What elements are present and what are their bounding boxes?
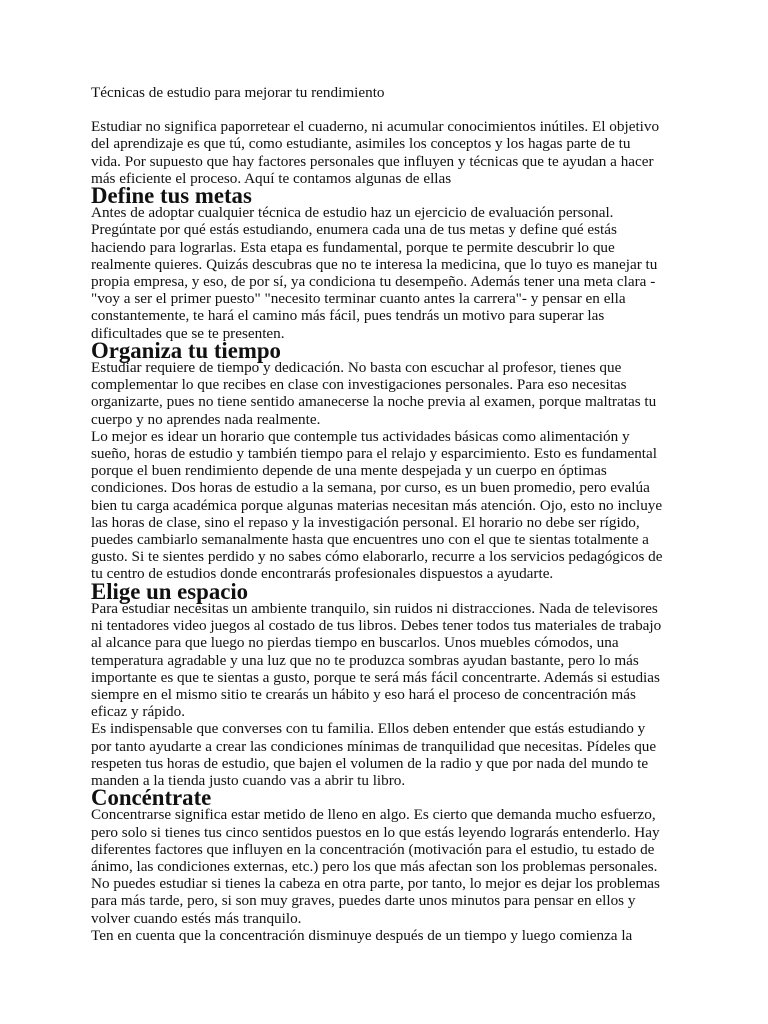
section-heading: Elige un espacio: [91, 578, 249, 604]
section-organize-time: [91, 337, 671, 583]
intro-paragraph: Estudiar no significa paporretear el cuaderno, ni acumular conocimientos inútiles. El objetivo del aprendizaje es que tú, como estudiante, asimiles los conceptos y los hagas parte de tu vida. Por supuesto que hay factores personales que influyen y técnicas que te ayudan a hacer más eficiente el proceso. Aquí te contamos algunas de ellas: [91, 118, 660, 187]
section-choose-space: [91, 578, 671, 789]
section-paragraph: Estudiar requiere de tiempo y dedicación. No basta con escuchar al profesor, tienes que complementar lo que recibes en clase con investigaciones personales. Para eso necesitas organizarte, pues no tiene sentido amanecerse la noche previa al examen, porque maltratas tu cuerpo y no aprendes nada realmente.: [91, 359, 657, 428]
section-heading: Define tus metas: [91, 183, 252, 209]
section-paragraph: Para estudiar necesitas un ambiente tranquilo, sin ruidos ni distracciones. Nada de televisores ni tentadores video juegos al costado de tus libros. Debes tener todos tus materiales de trabajo al alcance para que luego no pierdas tiempo en buscarlos. Unos muebles cómodos, una temperatura agradable y una luz que no te produzca sombras ayudan bastante, pero lo más importante es que te sientas a gusto, porque te será más fácil concentrarte. Además si estudias siempre en el mismo sitio te crearás un hábito y eso hará el proceso de concentración más eficaz y rápido.: [91, 599, 662, 721]
section-heading: Organiza tu tiempo: [91, 337, 281, 363]
section-define-goals: [91, 183, 671, 342]
section-paragraph: Concentrarse significa estar metido de lleno en algo. Es cierto que demanda mucho esfuerzo, pero solo si tienes tus cinco sentidos puestos en lo que estás leyendo lograrás entenderlo. Hay diferentes factores que influyen en la concentración (motivación para el estudio, tu estado de ánimo, las condiciones externas, etc.) pero los que más afectan son los problemas personales. No puedes estudiar si tienes la cabeza en otra parte, por tanto, lo mejor es dejar los problemas para más tarde, pero, si son muy graves, puedes darte unos minutos para pensar en ellos y volver cuando estés más tranquilo.: [91, 806, 660, 927]
section-paragraph: Ten en cuenta que la concentración disminuye después de un tiempo y luego comienza la: [91, 926, 633, 944]
section-paragraph: Lo mejor es idear un horario que contemple tus actividades básicas como alimentación y sueño, horas de estudio y también tiempo para el relajo y esparcimiento. Esto es fundamental porque el buen rendimiento depende de una mente despejada y un cuerpo en óptimas condiciones. Dos horas de estudio a la semana, por curso, es un buen promedio, pero evalúa bien tu carga académica porque algunas materias necesitan más atención. Ojo, esto no incluye las horas de clase, sino el repaso y la investigación personal. El horario no debe ser rígido, puedes cambiarlo semanalmente hasta que encuentres uno con el que te sientas totalmente a gusto. Si te sientes perdido y no sabes cómo elaborarlo, recurre a los servicios pedagógicos de tu centro de estudios donde encontrarás profesionales dispuestos a ayudarte.: [91, 427, 663, 583]
document-page: [91, 84, 671, 944]
section-paragraph: Es indispensable que converses con tu familia. Ellos deben entender que estás estudiando y por tanto ayudarte a crear las condiciones mínimas de tranquilidad que necesitas. Pídeles que respeten tus horas de estudio, que bajen el volumen de la radio y que por nada del mundo te manden a la tienda justo cuando vas a abrir tu libro.: [91, 720, 657, 789]
section-paragraph: Antes de adoptar cualquier técnica de estudio haz un ejercicio de evaluación personal. Pregúntate por qué estás estudiando, enumera cada una de tus metas y define qué estás haciendo para lograrlas. Esta etapa es fundamental, porque te permite descubrir lo que realmente quieres. Quizás descubras que no te interesa la medicina, que lo tuyo es manejar tu propia empresa, y eso, de por sí, ya condiciona tu desempeño. Además tener una meta clara - "voy a ser el primer puesto" "necesito terminar cuanto antes la carrera"- y pensar en ella constantemente, te hará el camino más fácil, pues tendrás un motivo para superar las dificultades que se te presenten.: [91, 204, 658, 342]
section-concentrate: [91, 785, 671, 944]
section-heading: Concéntrate: [91, 785, 212, 811]
document-title: Técnicas de estudio para mejorar tu rendimiento: [91, 84, 385, 101]
